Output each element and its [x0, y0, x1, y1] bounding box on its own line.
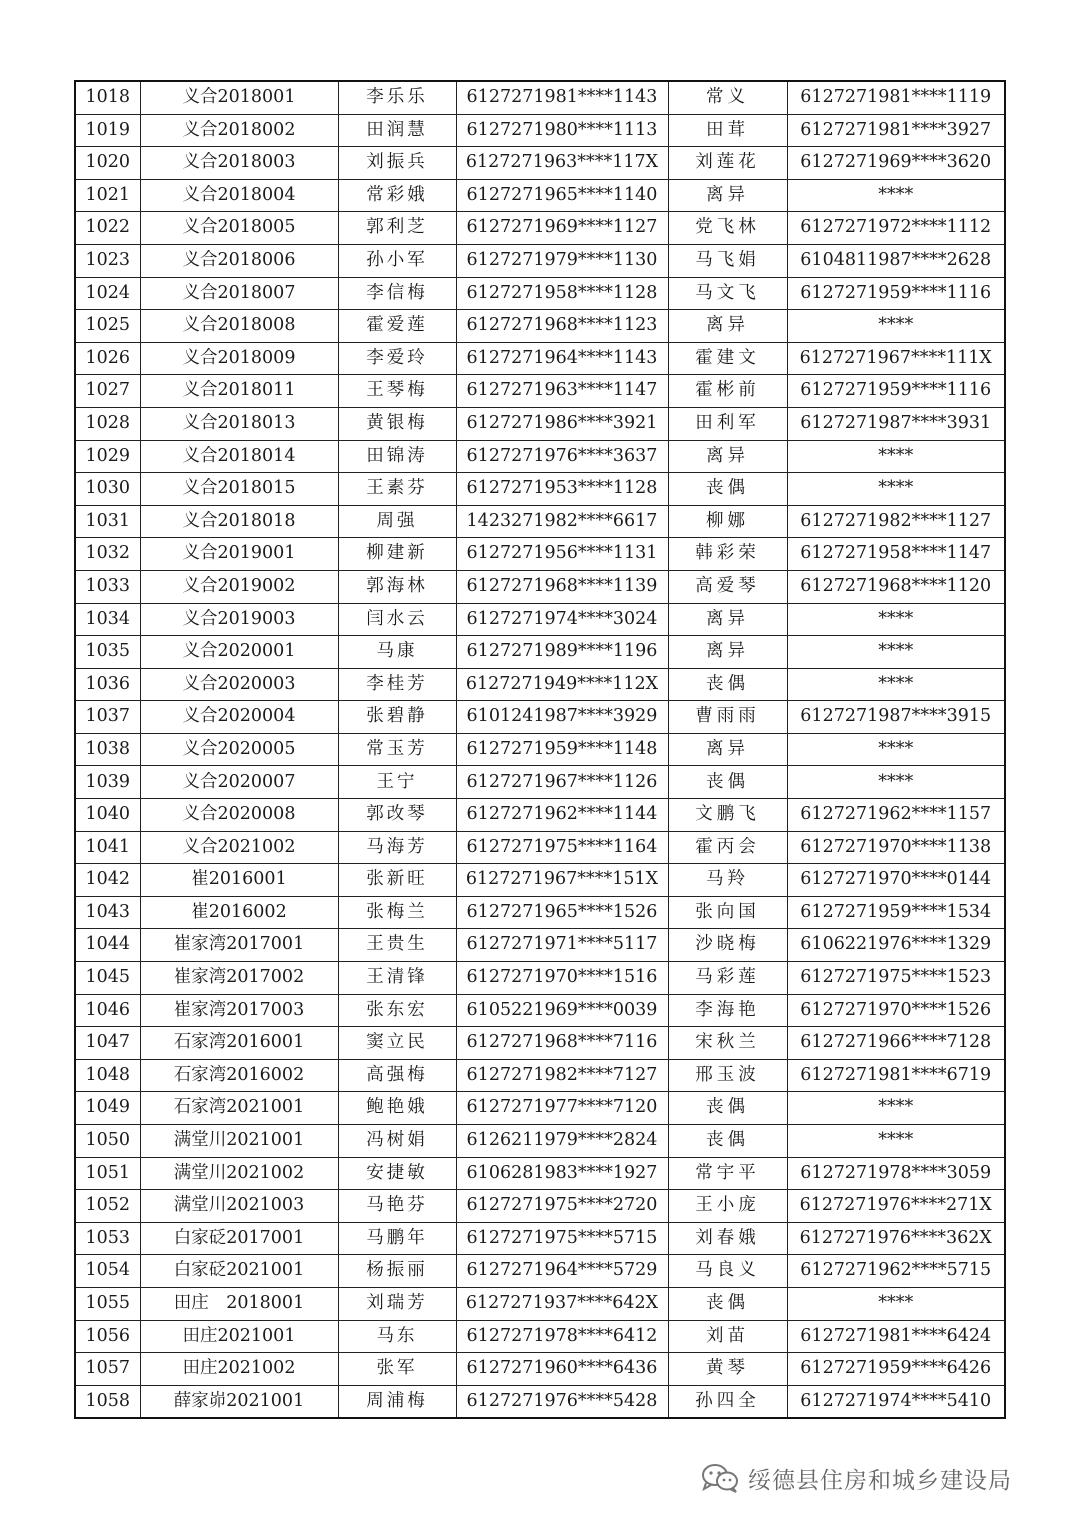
applicant-name: 李爱玲 — [338, 342, 456, 375]
spouse-name: 田利军 — [668, 407, 787, 440]
spouse-name: 常义 — [668, 81, 787, 114]
applicant-name: 孙小军 — [338, 244, 456, 277]
household-code: 义合2018018 — [140, 505, 338, 538]
applicant-name: 郭海林 — [338, 570, 456, 603]
household-code: 义合2020005 — [140, 733, 338, 766]
applicant-id-number: 6127271968****1139 — [456, 570, 668, 603]
spouse-name: 文鹏飞 — [668, 799, 787, 832]
applicant-id-number: 6127271949****112X — [456, 668, 668, 701]
table-row — [75, 831, 1005, 864]
household-code: 田庄2021001 — [140, 1320, 338, 1353]
spouse-id-number: 6127271967****111X — [787, 342, 1005, 375]
table-row — [75, 766, 1005, 799]
row-number: 1045 — [75, 962, 140, 995]
table-row — [75, 799, 1005, 832]
spouse-name: 丧偶 — [668, 766, 787, 799]
row-number: 1030 — [75, 473, 140, 506]
row-number: 1057 — [75, 1353, 140, 1386]
spouse-id-number: **** — [787, 603, 1005, 636]
spouse-id-number: **** — [787, 733, 1005, 766]
row-number: 1035 — [75, 636, 140, 669]
spouse-name: 马飞娟 — [668, 244, 787, 277]
applicant-name: 张东宏 — [338, 994, 456, 1027]
applicant-id-number: 6127271975****5715 — [456, 1222, 668, 1255]
spouse-id-number: **** — [787, 1092, 1005, 1125]
applicant-name: 常玉芳 — [338, 733, 456, 766]
row-number: 1055 — [75, 1287, 140, 1320]
applicant-name: 马鹏年 — [338, 1222, 456, 1255]
applicant-id-number: 6101241987****3929 — [456, 701, 668, 734]
applicant-name: 刘瑞芳 — [338, 1287, 456, 1320]
household-code: 白家砭2017001 — [140, 1222, 338, 1255]
household-code: 义合2020004 — [140, 701, 338, 734]
spouse-name: 离异 — [668, 603, 787, 636]
applicant-id-number: 1423271982****6617 — [456, 505, 668, 538]
spouse-id-number: **** — [787, 1125, 1005, 1158]
spouse-name: 孙四全 — [668, 1385, 787, 1418]
table-row — [75, 277, 1005, 310]
spouse-name: 沙晓梅 — [668, 929, 787, 962]
table-row — [75, 1059, 1005, 1092]
spouse-name: 刘春娥 — [668, 1222, 787, 1255]
household-code: 崔家湾2017003 — [140, 994, 338, 1027]
table-row — [75, 1092, 1005, 1125]
spouse-name: 王小庞 — [668, 1190, 787, 1223]
table-row — [75, 440, 1005, 473]
spouse-name: 刘莲花 — [668, 147, 787, 180]
household-code: 义合2018009 — [140, 342, 338, 375]
household-code: 义合2018008 — [140, 310, 338, 343]
household-code: 义合2018015 — [140, 473, 338, 506]
spouse-name: 马羚 — [668, 864, 787, 897]
row-number: 1022 — [75, 212, 140, 245]
table-row — [75, 212, 1005, 245]
spouse-id-number: 6127271970****1526 — [787, 994, 1005, 1027]
household-code: 满堂川2021003 — [140, 1190, 338, 1223]
table-row — [75, 179, 1005, 212]
applicant-id-number: 6127271974****3024 — [456, 603, 668, 636]
household-code: 义合2018007 — [140, 277, 338, 310]
applicant-name: 田锦涛 — [338, 440, 456, 473]
household-code: 义合2018005 — [140, 212, 338, 245]
table-row — [75, 1222, 1005, 1255]
applicant-id-number: 6127271960****6436 — [456, 1353, 668, 1386]
household-code: 石家湾2021001 — [140, 1092, 338, 1125]
row-number: 1039 — [75, 766, 140, 799]
applicant-id-number: 6105221969****0039 — [456, 994, 668, 1027]
household-code: 崔家湾2017001 — [140, 929, 338, 962]
table-row — [75, 929, 1005, 962]
spouse-id-number: 6127271976****271X — [787, 1190, 1005, 1223]
watermark-text: 绥德县住房和城乡建设局 — [748, 1467, 1012, 1494]
spouse-id-number: **** — [787, 766, 1005, 799]
applicant-id-number: 6106281983****1927 — [456, 1157, 668, 1190]
row-number: 1042 — [75, 864, 140, 897]
row-number: 1058 — [75, 1385, 140, 1418]
applicant-id-number: 6127271976****5428 — [456, 1385, 668, 1418]
row-number: 1034 — [75, 603, 140, 636]
applicant-id-number: 6127271971****5117 — [456, 929, 668, 962]
applicant-name: 杨振丽 — [338, 1255, 456, 1288]
row-number: 1051 — [75, 1157, 140, 1190]
applicant-name: 周强 — [338, 505, 456, 538]
spouse-name: 张向国 — [668, 896, 787, 929]
row-number: 1037 — [75, 701, 140, 734]
spouse-id-number: 6104811987****2628 — [787, 244, 1005, 277]
table-row — [75, 1157, 1005, 1190]
spouse-id-number: 6127271959****6426 — [787, 1353, 1005, 1386]
row-number: 1025 — [75, 310, 140, 343]
row-number: 1046 — [75, 994, 140, 1027]
spouse-id-number: 6127271981****6719 — [787, 1059, 1005, 1092]
row-number: 1028 — [75, 407, 140, 440]
household-code: 义合2020003 — [140, 668, 338, 701]
table-row — [75, 1353, 1005, 1386]
spouse-id-number: 6127271987****3915 — [787, 701, 1005, 734]
spouse-id-number: 6127271959****1116 — [787, 375, 1005, 408]
table-row — [75, 114, 1005, 147]
spouse-id-number: 6127271981****6424 — [787, 1320, 1005, 1353]
row-number: 1052 — [75, 1190, 140, 1223]
table-row — [75, 407, 1005, 440]
table-row — [75, 570, 1005, 603]
applicant-id-number: 6127271981****1143 — [456, 81, 668, 114]
spouse-name: 离异 — [668, 440, 787, 473]
spouse-id-number: **** — [787, 310, 1005, 343]
row-number: 1056 — [75, 1320, 140, 1353]
applicant-name: 马海芳 — [338, 831, 456, 864]
household-code: 义合2018001 — [140, 81, 338, 114]
spouse-name: 高爱琴 — [668, 570, 787, 603]
spouse-name: 李海艳 — [668, 994, 787, 1027]
spouse-id-number: 6127271958****1147 — [787, 538, 1005, 571]
spouse-id-number: **** — [787, 636, 1005, 669]
table-row — [75, 1125, 1005, 1158]
table-row — [75, 342, 1005, 375]
spouse-name: 离异 — [668, 179, 787, 212]
table-body — [75, 81, 1005, 1418]
table-row — [75, 538, 1005, 571]
row-number: 1023 — [75, 244, 140, 277]
spouse-name: 霍建文 — [668, 342, 787, 375]
spouse-id-number: 6127271974****5410 — [787, 1385, 1005, 1418]
row-number: 1031 — [75, 505, 140, 538]
spouse-id-number: 6127271970****0144 — [787, 864, 1005, 897]
applicant-id-number: 6127271965****1526 — [456, 896, 668, 929]
household-code: 义合2019001 — [140, 538, 338, 571]
spouse-id-number: **** — [787, 473, 1005, 506]
table-row — [75, 896, 1005, 929]
table-row — [75, 1190, 1005, 1223]
row-number: 1021 — [75, 179, 140, 212]
applicant-id-number: 6127271979****1130 — [456, 244, 668, 277]
spouse-id-number: 6127271968****1120 — [787, 570, 1005, 603]
spouse-name: 丧偶 — [668, 473, 787, 506]
spouse-name: 邢玉波 — [668, 1059, 787, 1092]
row-number: 1020 — [75, 147, 140, 180]
applicant-name: 王宁 — [338, 766, 456, 799]
spouse-id-number: 6127271962****1157 — [787, 799, 1005, 832]
spouse-id-number: 6127271976****362X — [787, 1222, 1005, 1255]
row-number: 1027 — [75, 375, 140, 408]
applicant-id-number: 6127271975****2720 — [456, 1190, 668, 1223]
table-row — [75, 81, 1005, 114]
household-code: 崔2016002 — [140, 896, 338, 929]
spouse-id-number: 6127271981****3927 — [787, 114, 1005, 147]
row-number: 1053 — [75, 1222, 140, 1255]
applicant-name: 张梅兰 — [338, 896, 456, 929]
row-number: 1049 — [75, 1092, 140, 1125]
applicant-id-number: 6126211979****2824 — [456, 1125, 668, 1158]
row-number: 1018 — [75, 81, 140, 114]
applicant-table — [74, 80, 1006, 1419]
applicant-id-number: 6127271980****1113 — [456, 114, 668, 147]
applicant-id-number: 6127271968****1123 — [456, 310, 668, 343]
spouse-name: 曹雨雨 — [668, 701, 787, 734]
applicant-name: 郭改琴 — [338, 799, 456, 832]
household-code: 崔2016001 — [140, 864, 338, 897]
spouse-id-number: **** — [787, 668, 1005, 701]
applicant-name: 王贵生 — [338, 929, 456, 962]
household-code: 义合2018004 — [140, 179, 338, 212]
spouse-name: 田茸 — [668, 114, 787, 147]
applicant-id-number: 6127271964****5729 — [456, 1255, 668, 1288]
spouse-name: 常宇平 — [668, 1157, 787, 1190]
spouse-name: 韩彩荣 — [668, 538, 787, 571]
applicant-name: 周浦梅 — [338, 1385, 456, 1418]
table-row — [75, 310, 1005, 343]
table-row — [75, 701, 1005, 734]
spouse-name: 马彩莲 — [668, 962, 787, 995]
spouse-name: 马文飞 — [668, 277, 787, 310]
household-code: 义合2018003 — [140, 147, 338, 180]
spouse-id-number: 6127271970****1138 — [787, 831, 1005, 864]
applicant-name: 刘振兵 — [338, 147, 456, 180]
table-row — [75, 994, 1005, 1027]
applicant-id-number: 6127271937****642X — [456, 1287, 668, 1320]
household-code: 田庄 2018001 — [140, 1287, 338, 1320]
row-number: 1040 — [75, 799, 140, 832]
spouse-name: 离异 — [668, 310, 787, 343]
table-row — [75, 1027, 1005, 1060]
row-number: 1024 — [75, 277, 140, 310]
household-code: 义合2018013 — [140, 407, 338, 440]
spouse-id-number: 6127271962****5715 — [787, 1255, 1005, 1288]
applicant-id-number: 6127271976****3637 — [456, 440, 668, 473]
applicant-name: 黄银梅 — [338, 407, 456, 440]
applicant-id-number: 6127271986****3921 — [456, 407, 668, 440]
table-row — [75, 1255, 1005, 1288]
spouse-id-number: 6127271978****3059 — [787, 1157, 1005, 1190]
row-number: 1050 — [75, 1125, 140, 1158]
row-number: 1036 — [75, 668, 140, 701]
spouse-id-number: **** — [787, 1287, 1005, 1320]
row-number: 1032 — [75, 538, 140, 571]
applicant-name: 王清锋 — [338, 962, 456, 995]
watermark — [700, 1460, 1012, 1496]
applicant-id-number: 6127271959****1148 — [456, 733, 668, 766]
household-code: 义合2019002 — [140, 570, 338, 603]
applicant-name: 常彩娥 — [338, 179, 456, 212]
applicant-id-number: 6127271963****117X — [456, 147, 668, 180]
applicant-id-number: 6127271989****1196 — [456, 636, 668, 669]
applicant-name: 冯树娟 — [338, 1125, 456, 1158]
household-code: 石家湾2016002 — [140, 1059, 338, 1092]
applicant-id-number: 6127271967****1126 — [456, 766, 668, 799]
household-code: 义合2020008 — [140, 799, 338, 832]
applicant-name: 马康 — [338, 636, 456, 669]
spouse-name: 柳娜 — [668, 505, 787, 538]
applicant-id-number: 6127271982****7127 — [456, 1059, 668, 1092]
applicant-name: 鲍艳娥 — [338, 1092, 456, 1125]
applicant-name: 王琴梅 — [338, 375, 456, 408]
table-row — [75, 473, 1005, 506]
spouse-id-number: **** — [787, 440, 1005, 473]
spouse-name: 丧偶 — [668, 1092, 787, 1125]
spouse-name: 霍彬前 — [668, 375, 787, 408]
spouse-name: 黄琴 — [668, 1353, 787, 1386]
table-row — [75, 668, 1005, 701]
spouse-id-number: **** — [787, 179, 1005, 212]
spouse-id-number: 6127271982****1127 — [787, 505, 1005, 538]
table-row — [75, 603, 1005, 636]
household-code: 崔家湾2017002 — [140, 962, 338, 995]
spouse-id-number: 6127271966****7128 — [787, 1027, 1005, 1060]
table-row — [75, 505, 1005, 538]
household-code: 义合2020007 — [140, 766, 338, 799]
row-number: 1047 — [75, 1027, 140, 1060]
household-code: 石家湾2016001 — [140, 1027, 338, 1060]
applicant-id-number: 6127271963****1147 — [456, 375, 668, 408]
applicant-name: 窦立民 — [338, 1027, 456, 1060]
table-row — [75, 636, 1005, 669]
applicant-id-number: 6127271964****1143 — [456, 342, 668, 375]
table-row — [75, 864, 1005, 897]
household-code: 满堂川2021001 — [140, 1125, 338, 1158]
applicant-name: 张碧静 — [338, 701, 456, 734]
table-row — [75, 1320, 1005, 1353]
table-row — [75, 1385, 1005, 1418]
spouse-id-number: 6106221976****1329 — [787, 929, 1005, 962]
spouse-name: 离异 — [668, 636, 787, 669]
row-number: 1019 — [75, 114, 140, 147]
household-code: 义合2020001 — [140, 636, 338, 669]
table-row — [75, 1287, 1005, 1320]
household-code: 满堂川2021002 — [140, 1157, 338, 1190]
applicant-id-number: 6127271958****1128 — [456, 277, 668, 310]
table-row — [75, 962, 1005, 995]
applicant-name: 霍爱莲 — [338, 310, 456, 343]
spouse-id-number: 6127271981****1119 — [787, 81, 1005, 114]
household-code: 薛家峁2021001 — [140, 1385, 338, 1418]
applicant-name: 李信梅 — [338, 277, 456, 310]
wechat-icon — [700, 1462, 740, 1494]
household-code: 义合2018002 — [140, 114, 338, 147]
spouse-name: 霍丙会 — [668, 831, 787, 864]
row-number: 1054 — [75, 1255, 140, 1288]
applicant-id-number: 6127271969****1127 — [456, 212, 668, 245]
spouse-id-number: 6127271969****3620 — [787, 147, 1005, 180]
row-number: 1033 — [75, 570, 140, 603]
row-number: 1043 — [75, 896, 140, 929]
spouse-name: 丧偶 — [668, 668, 787, 701]
spouse-id-number: 6127271972****1112 — [787, 212, 1005, 245]
row-number: 1048 — [75, 1059, 140, 1092]
applicant-id-number: 6127271970****1516 — [456, 962, 668, 995]
spouse-name: 党飞林 — [668, 212, 787, 245]
household-code: 白家砭2021001 — [140, 1255, 338, 1288]
applicant-name: 李桂芳 — [338, 668, 456, 701]
table-row — [75, 244, 1005, 277]
data-table-wrapper — [74, 80, 1006, 1419]
table-row — [75, 375, 1005, 408]
table-row — [75, 147, 1005, 180]
spouse-id-number: 6127271959****1534 — [787, 896, 1005, 929]
household-code: 义合2019003 — [140, 603, 338, 636]
applicant-name: 高强梅 — [338, 1059, 456, 1092]
spouse-name: 宋秋兰 — [668, 1027, 787, 1060]
applicant-name: 安捷敏 — [338, 1157, 456, 1190]
applicant-name: 张新旺 — [338, 864, 456, 897]
household-code: 义合2018011 — [140, 375, 338, 408]
applicant-name: 马艳芬 — [338, 1190, 456, 1223]
applicant-name: 马东 — [338, 1320, 456, 1353]
row-number: 1029 — [75, 440, 140, 473]
spouse-name: 刘苗 — [668, 1320, 787, 1353]
household-code: 义合2018014 — [140, 440, 338, 473]
applicant-name: 王素芬 — [338, 473, 456, 506]
applicant-name: 田润慧 — [338, 114, 456, 147]
applicant-id-number: 6127271953****1128 — [456, 473, 668, 506]
applicant-id-number: 6127271962****1144 — [456, 799, 668, 832]
applicant-id-number: 6127271965****1140 — [456, 179, 668, 212]
spouse-id-number: 6127271987****3931 — [787, 407, 1005, 440]
spouse-id-number: 6127271959****1116 — [787, 277, 1005, 310]
applicant-name: 闫水云 — [338, 603, 456, 636]
applicant-id-number: 6127271977****7120 — [456, 1092, 668, 1125]
applicant-name: 李乐乐 — [338, 81, 456, 114]
spouse-name: 马良义 — [668, 1255, 787, 1288]
spouse-name: 丧偶 — [668, 1287, 787, 1320]
applicant-id-number: 6127271978****6412 — [456, 1320, 668, 1353]
row-number: 1044 — [75, 929, 140, 962]
applicant-id-number: 6127271968****7116 — [456, 1027, 668, 1060]
spouse-name: 离异 — [668, 733, 787, 766]
row-number: 1038 — [75, 733, 140, 766]
household-code: 田庄2021002 — [140, 1353, 338, 1386]
spouse-name: 丧偶 — [668, 1125, 787, 1158]
applicant-id-number: 6127271967****151X — [456, 864, 668, 897]
applicant-name: 柳建新 — [338, 538, 456, 571]
applicant-name: 郭利芝 — [338, 212, 456, 245]
row-number: 1026 — [75, 342, 140, 375]
row-number: 1041 — [75, 831, 140, 864]
household-code: 义合2021002 — [140, 831, 338, 864]
applicant-id-number: 6127271975****1164 — [456, 831, 668, 864]
applicant-id-number: 6127271956****1131 — [456, 538, 668, 571]
spouse-id-number: 6127271975****1523 — [787, 962, 1005, 995]
household-code: 义合2018006 — [140, 244, 338, 277]
applicant-name: 张军 — [338, 1353, 456, 1386]
table-row — [75, 733, 1005, 766]
